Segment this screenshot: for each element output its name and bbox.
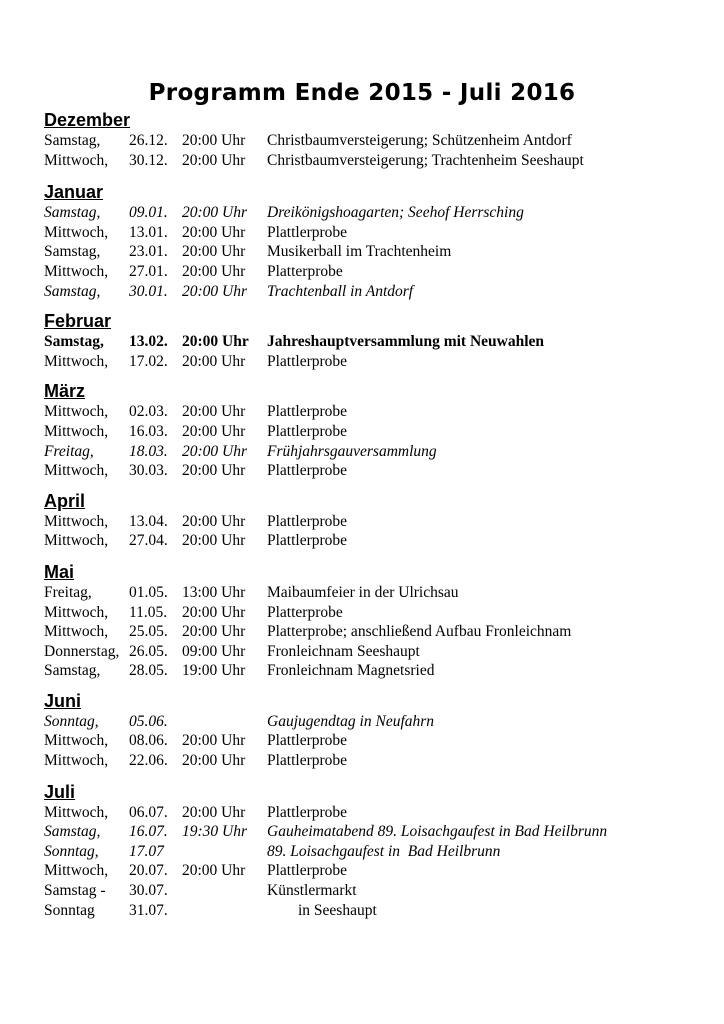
event-day: Mittwoch, [44,462,109,480]
event-row [44,822,704,842]
event-description: Gaujugendtag in Neufahrn [267,712,435,730]
month-heading: März [44,381,86,402]
event-description: Künstlermarkt [267,882,357,900]
event-day: Donnerstag, [44,642,120,660]
event-description: Maibaumfeier in der Ulrichsau [267,583,459,601]
event-description: Jahreshauptversammlung mit Neuwahlen [267,333,545,351]
event-time: 20:00 Uhr [182,151,246,169]
event-description: in Seeshaupt [267,901,377,919]
event-day: Mittwoch, [44,803,109,821]
section-spacer [44,481,704,490]
event-row [44,661,704,681]
event-date: 30.03. [129,462,168,480]
month-section [44,109,704,170]
event-description: Dreikönigshoagarten; Seehof Herrsching [267,204,524,222]
month-section [44,781,704,921]
event-day: Freitag, [44,442,94,460]
section-spacer [44,301,704,310]
month-section [44,310,704,371]
event-description: Plattlerprobe [267,532,348,550]
event-date: 20.07. [129,862,168,880]
event-day: Samstag, [44,282,101,300]
section-spacer [44,371,704,380]
event-description: Plattlerprobe [267,352,348,370]
event-row [44,751,704,771]
event-date: 08.06. [129,732,168,750]
event-day: Samstag, [44,333,104,351]
event-row [44,422,704,442]
event-time: 20:00 Uhr [182,243,246,261]
section-spacer [44,551,704,561]
section-spacer [44,681,704,690]
event-description: Christbaumversteigerung; Trachtenheim Seeshaupt [267,151,584,169]
event-day: Mittwoch, [44,603,109,621]
event-date: 23.01. [129,243,168,261]
event-date: 05.06. [129,712,168,730]
event-time: 20:00 Uhr [182,623,246,641]
event-description: Plattlerprobe [267,462,348,480]
event-date: 01.05. [129,583,168,601]
event-description: Plattlerprobe [267,403,348,421]
event-row [44,842,704,862]
event-date: 18.03. [129,442,168,460]
event-time: 20:00 Uhr [182,442,248,460]
event-time: 20:00 Uhr [182,352,246,370]
event-date: 16.03. [129,422,168,440]
event-row [44,352,704,372]
event-day: Samstag, [44,132,101,149]
event-row [44,282,704,302]
event-time: 20:00 Uhr [182,333,249,351]
event-date: 02.03. [129,403,168,421]
event-row [44,131,704,151]
event-day: Mittwoch, [44,151,109,169]
event-date: 16.07. [129,823,168,841]
event-date: 22.06. [129,752,168,770]
event-day: Samstag, [44,662,101,680]
page-title: Programm Ende 2015 - Juli 2016 [148,80,576,106]
event-description: Frühjahrsgauversammlung [267,442,437,460]
program-list [44,109,704,920]
event-date: 26.12. [129,132,168,149]
month-section [44,181,704,301]
event-row [44,151,704,171]
event-row [44,512,704,532]
event-date: 11.05. [129,603,168,621]
event-row [44,442,704,462]
event-date: 25.05. [129,623,168,641]
event-day: Mittwoch, [44,403,109,421]
event-day: Samstag - [44,882,106,900]
event-time: 19:30 Uhr [182,823,248,841]
month-section [44,690,704,771]
event-description: Plattlerprobe [267,732,348,750]
event-row [44,861,704,881]
event-date: 13.02. [129,333,168,351]
month-heading: Januar [44,182,104,203]
event-day: Mittwoch, [44,352,109,370]
event-time: 20:00 Uhr [182,512,246,530]
event-row [44,803,704,823]
event-description: Platterprobe; anschließend Aufbau Fronleichnam [267,623,572,641]
event-time: 09:00 Uhr [182,642,246,660]
event-day: Mittwoch, [44,623,109,641]
event-day: Mittwoch, [44,262,109,280]
event-row [44,402,704,422]
event-description: Fronleichnam Seeshaupt [267,642,420,660]
event-day: Mittwoch, [44,752,109,770]
event-day: Mittwoch, [44,532,109,550]
event-date: 09.01. [129,204,168,222]
event-date: 30.07. [129,882,168,900]
event-row [44,622,704,642]
month-heading: Dezember [44,110,131,130]
event-date: 26.05. [129,642,168,660]
event-date: 17.07 [129,842,164,860]
event-time: 20:00 Uhr [182,422,246,440]
event-row [44,262,704,282]
event-time: 20:00 Uhr [182,223,246,241]
event-date: 30.12. [129,151,168,169]
event-date: 30.01. [129,282,168,300]
event-day: Sonntag [44,901,95,919]
event-day: Sonntag, [44,842,99,860]
event-description: Musikerball im Trachtenheim [267,243,452,261]
event-date: 13.04. [129,512,168,530]
event-description: Plattlerprobe [267,752,348,770]
month-heading: Juli [44,781,76,802]
month-heading: Februar [44,311,112,332]
event-description: Platterprobe [267,262,343,280]
event-day: Mittwoch, [44,512,109,530]
event-day: Sonntag, [44,712,99,730]
event-row [44,223,704,243]
event-description: 89. Loisachgaufest in Bad Heilbrunn [267,842,501,860]
month-section [44,380,704,480]
event-row [44,731,704,751]
event-time: 20:00 Uhr [182,132,246,149]
event-time: 20:00 Uhr [182,462,246,480]
event-day: Mittwoch, [44,862,109,880]
event-day: Mittwoch, [44,422,109,440]
event-time: 20:00 Uhr [182,532,246,550]
event-description: Plattlerprobe [267,422,348,440]
event-day: Mittwoch, [44,223,109,241]
event-date: 17.02. [129,352,168,370]
event-date: 27.04. [129,532,168,550]
event-time: 20:00 Uhr [182,862,246,880]
event-row [44,901,704,921]
event-row [44,242,704,262]
event-time: 20:00 Uhr [182,603,246,621]
section-spacer [44,771,704,781]
event-time: 20:00 Uhr [182,204,248,222]
event-time: 20:00 Uhr [182,752,246,770]
event-time: 20:00 Uhr [182,803,246,821]
event-description: Plattlerprobe [267,512,348,530]
event-description: Gauheimatabend 89. Loisachgaufest in Bad Heilbrunn [267,823,608,841]
event-day: Mittwoch, [44,732,109,750]
event-time: 13:00 Uhr [182,583,246,601]
event-time: 19:00 Uhr [182,662,246,680]
event-description: Plattlerprobe [267,803,348,821]
event-row [44,531,704,551]
month-heading: Juni [44,690,82,711]
event-time: 20:00 Uhr [182,403,246,421]
event-row [44,583,704,603]
event-description: Christbaumversteigerung; Schützenheim Antdorf [267,132,572,149]
event-day: Samstag, [44,823,101,841]
section-spacer [44,170,704,181]
event-date: 27.01. [129,262,168,280]
event-description: Trachtenball in Antdorf [267,282,414,300]
event-date: 13.01. [129,223,168,241]
month-section [44,490,704,551]
event-row [44,203,704,223]
month-heading: April [44,490,86,511]
event-description: Platterprobe [267,603,343,621]
event-row [44,461,704,481]
event-time: 20:00 Uhr [182,282,248,300]
event-time: 20:00 Uhr [182,732,246,750]
event-day: Samstag, [44,243,101,261]
event-day: Freitag, [44,583,92,601]
event-date: 06.07. [129,803,168,821]
event-row [44,712,704,732]
event-row [44,603,704,623]
month-section [44,561,704,681]
event-description: Fronleichnam Magnetsried [267,662,435,680]
event-row [44,332,704,352]
month-heading: Mai [44,561,75,582]
event-description: Plattlerprobe [267,862,348,880]
event-row [44,642,704,662]
event-date: 28.05. [129,662,168,680]
event-time: 20:00 Uhr [182,262,246,280]
event-day: Samstag, [44,204,101,222]
event-date: 31.07. [129,901,168,919]
event-row [44,881,704,901]
event-description: Plattlerprobe [267,223,348,241]
